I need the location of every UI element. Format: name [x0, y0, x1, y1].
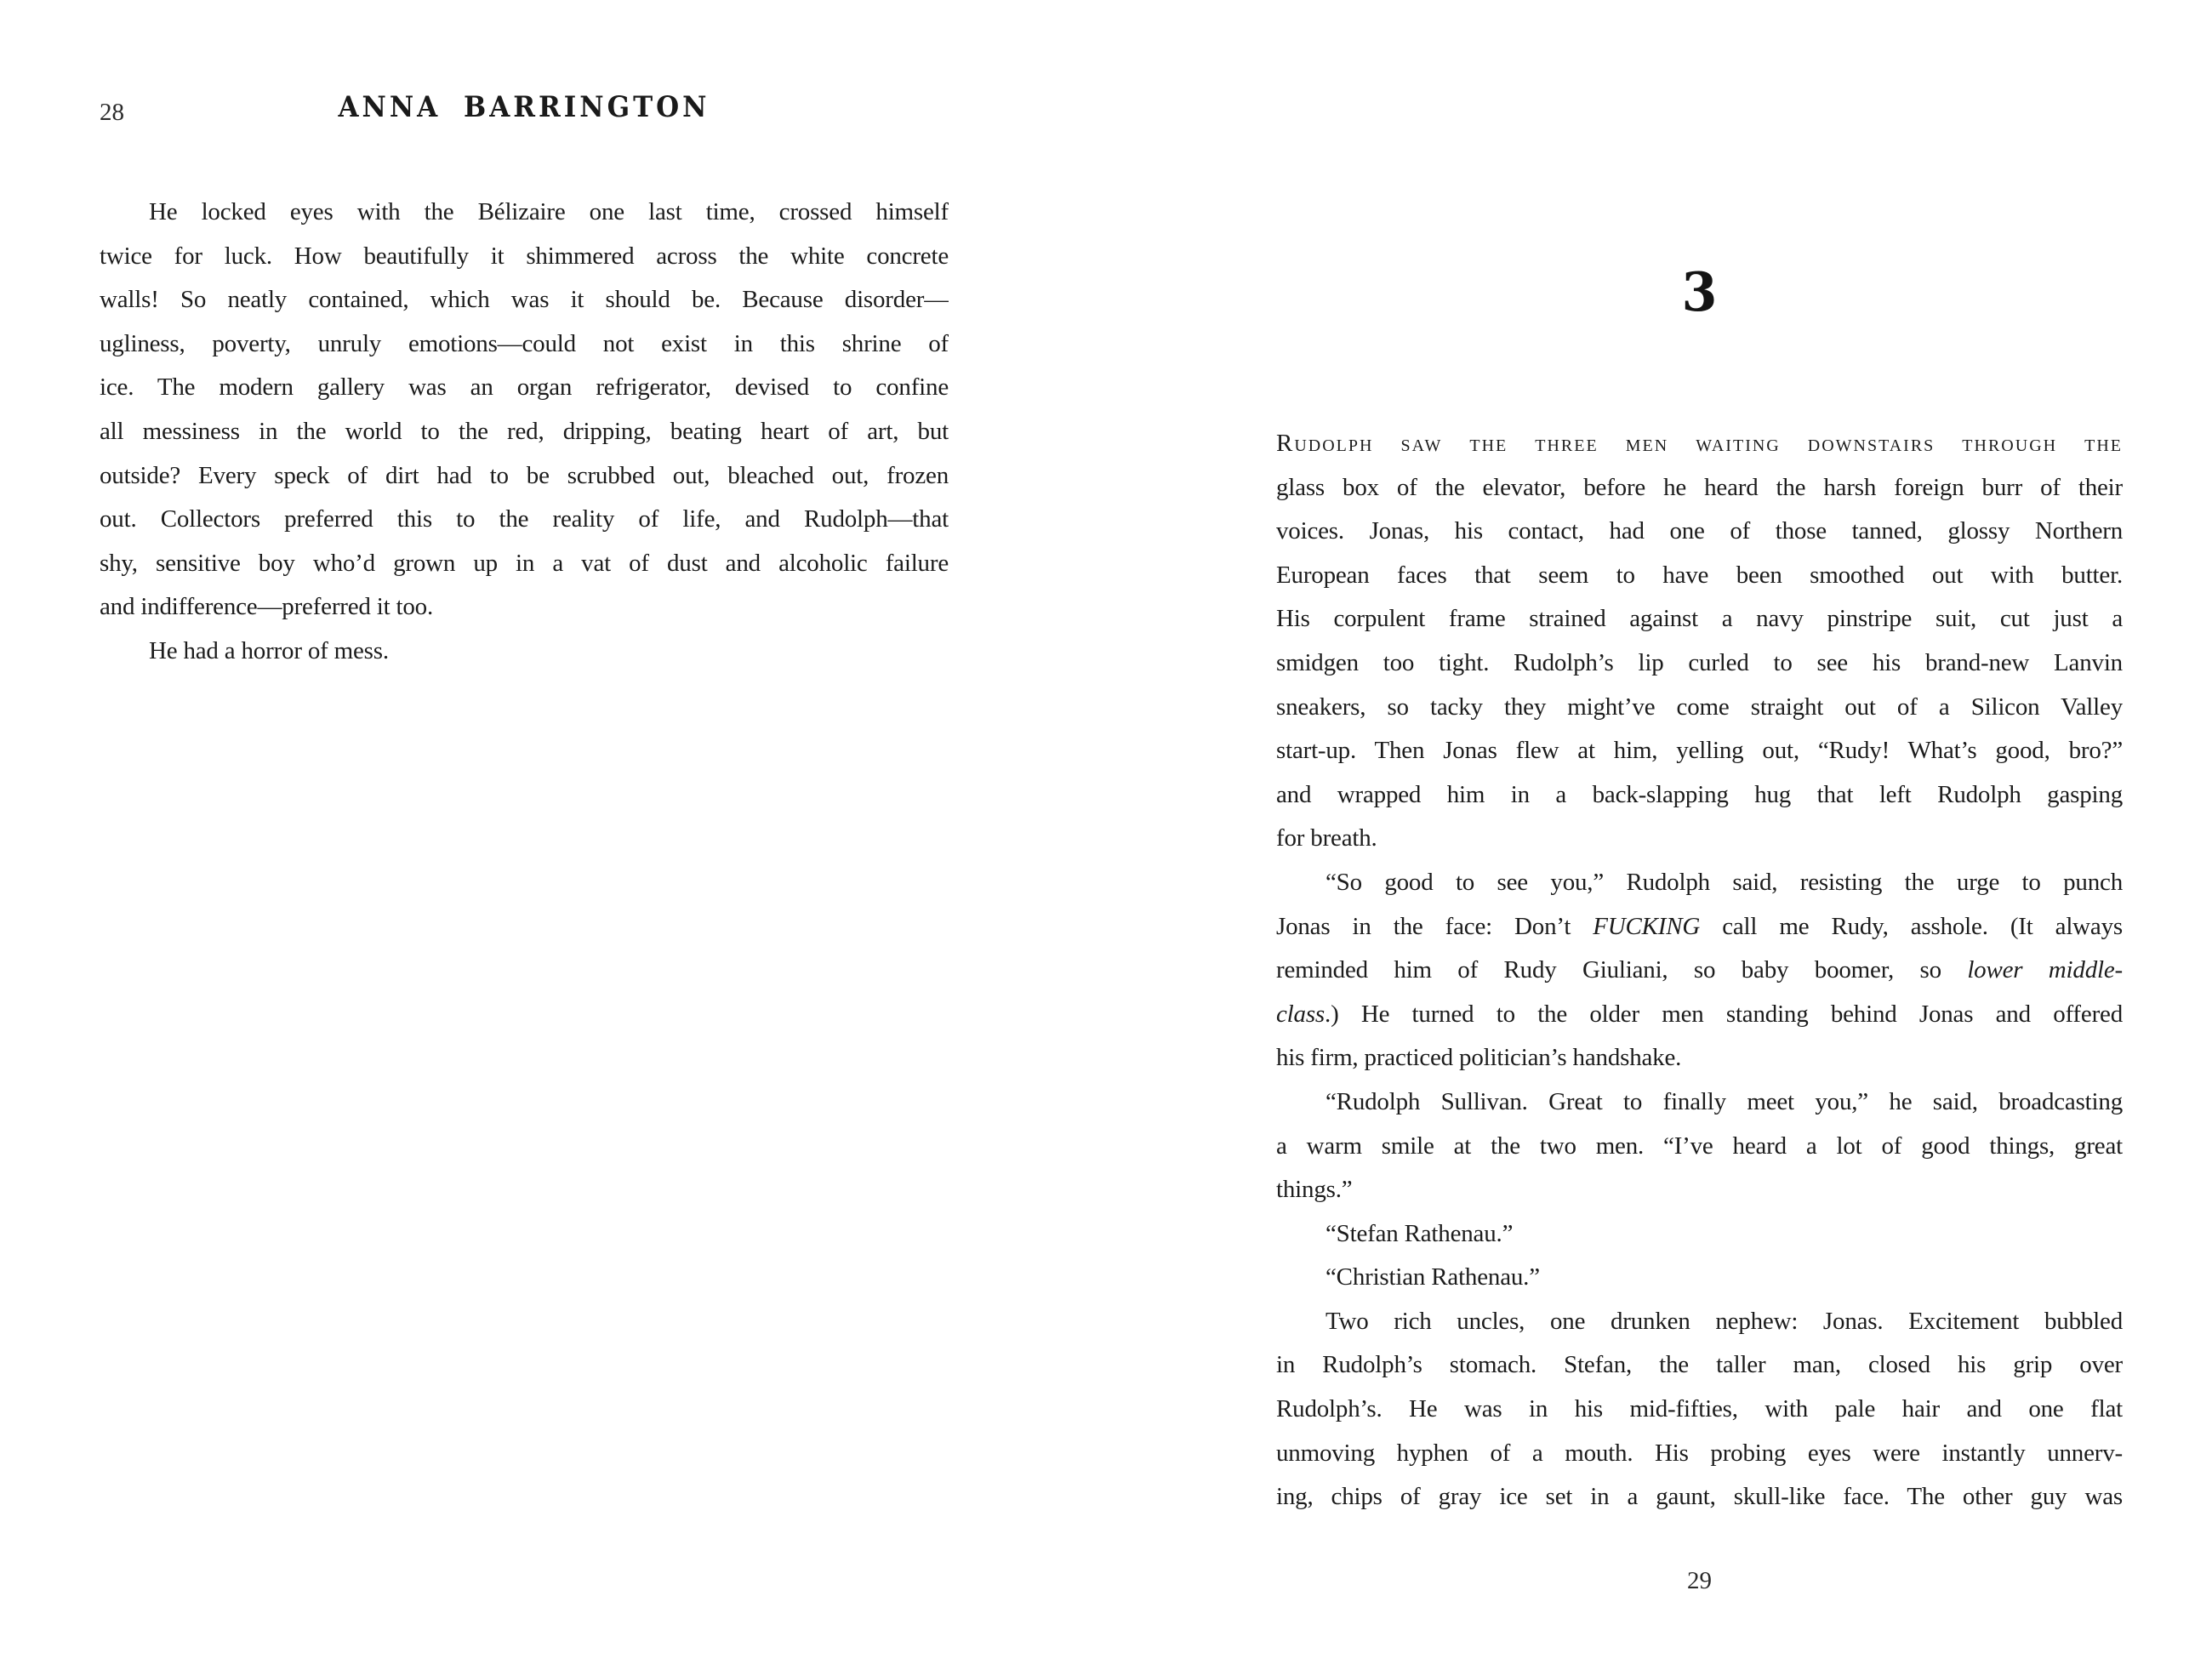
text-run: and wrapped him in a back-slapping hug that left Rudolph gasping: [1276, 780, 2123, 808]
text-run: for breath.: [1276, 824, 1377, 852]
running-head-author: ANNA BARRINGTON: [338, 90, 710, 124]
text-run: outside? Every speck of dirt had to be scrubbed out, bleached out, frozen: [100, 461, 949, 489]
text-run: call me Rudy, asshole. (It always: [1700, 912, 2123, 940]
text-line: [1276, 1168, 2123, 1212]
text-run: his firm, practiced politician’s handshake.: [1276, 1044, 1682, 1072]
text-line: [100, 278, 949, 322]
text-run: His corpulent frame strained against a navy pinstripe suit, cut just a: [1276, 605, 2123, 633]
text-run: glass box of the elevator, before he heard the harsh foreign burr of their: [1276, 473, 2123, 501]
text-run: He locked eyes with the Bélizaire one last time, crossed himself: [149, 198, 949, 225]
text-line: [1276, 1475, 2123, 1519]
text-run: .) He turned to the older men standing behind Jonas and offered: [1325, 1000, 2123, 1028]
text-line: [1276, 729, 2123, 773]
page-number-right: 29: [1687, 1567, 1712, 1594]
text-line: [1276, 1080, 2123, 1125]
text-run: Rudolph’s. He was in his mid-fifties, with pale hair and one flat: [1276, 1395, 2123, 1423]
text-line: [1276, 1388, 2123, 1432]
text-line: [1276, 466, 2123, 510]
text-run: European faces that seem to have been smoothed out with butter.: [1276, 561, 2123, 589]
text-run: “Rudolph Sullivan. Great to finally meet you,” he said, broadcasting: [1325, 1087, 2123, 1115]
text-run: unmoving hyphen of a mouth. His probing eyes were instantly unnerv-: [1276, 1439, 2123, 1467]
italic-run: class: [1276, 1000, 1325, 1028]
page-number-left: 28: [100, 99, 124, 126]
text-run: start-up. Then Jonas flew at him, yelling out, “Rudy! What’s good, bro?”: [1276, 737, 2123, 765]
italic-run: FUCKING: [1593, 912, 1701, 940]
text-line: [1276, 1212, 2123, 1257]
text-run: in Rudolph’s stomach. Stefan, the taller man, closed his grip over: [1276, 1351, 2123, 1379]
text-line: [1276, 597, 2123, 641]
text-run: Two rich uncles, one drunken nephew: Jonas. Excitement bubbled: [1325, 1307, 2123, 1335]
text-run: smidgen too tight. Rudolph’s lip curled to see his brand-new Lanvin: [1276, 648, 2123, 676]
text-run: shy, sensitive boy who’d grown up in a vat of dust and alcoholic failure: [100, 549, 949, 577]
text-line: [100, 498, 949, 542]
text-line: [1276, 641, 2123, 686]
text-line: [100, 585, 949, 630]
text-line: [100, 630, 949, 674]
chapter-number: 3: [1681, 261, 1718, 324]
text-line: [1276, 1300, 2123, 1344]
text-line: [1276, 554, 2123, 598]
italic-run: lower middle-: [1967, 956, 2123, 984]
text-line: [100, 410, 949, 454]
text-run: Jonas in the face: Don’t: [1276, 912, 1593, 940]
text-run: walls! So neatly contained, which was it should be. Because disorder—: [100, 286, 949, 314]
text-run: “So good to see you,” Rudolph said, resisting the urge to punch: [1325, 868, 2123, 896]
left-page-text: [100, 191, 949, 674]
text-line: [100, 454, 949, 499]
text-run: twice for luck. How beautifully it shimmered across the white concrete: [100, 242, 949, 270]
text-line: [1276, 1256, 2123, 1300]
text-line: [100, 235, 949, 279]
text-run: all messiness in the world to the red, dripping, beating heart of art, but: [100, 417, 949, 445]
text-run: “Christian Rathenau.”: [1325, 1263, 1540, 1291]
text-run: reminded him of Rudy Giuliani, so baby boomer, so: [1276, 956, 1968, 984]
text-run: things.”: [1276, 1176, 1353, 1204]
text-line: [1276, 1036, 2123, 1080]
text-line: [1276, 686, 2123, 730]
text-line: [1276, 949, 2123, 993]
text-run: He had a horror of mess.: [149, 636, 389, 664]
text-line: [1276, 422, 2123, 466]
text-line: [1276, 861, 2123, 905]
text-line: [1276, 1343, 2123, 1388]
text-run: ugliness, poverty, unruly emotions—could not exist in this shrine of: [100, 329, 949, 357]
small-caps-run: Rudolph saw the three men waiting downstairs through the: [1276, 430, 2123, 457]
text-run: out. Collectors preferred this to the reality of life, and Rudolph—that: [100, 505, 949, 533]
text-line: [1276, 905, 2123, 949]
text-run: voices. Jonas, his contact, had one of those tanned, glossy Northern: [1276, 517, 2123, 545]
text-run: “Stefan Rathenau.”: [1325, 1219, 1514, 1247]
text-line: [1276, 1432, 2123, 1476]
right-page-text: [1276, 422, 2123, 1519]
text-line: [100, 191, 949, 235]
text-line: [1276, 1125, 2123, 1169]
text-line: [100, 322, 949, 367]
text-line: [100, 366, 949, 410]
text-run: ice. The modern gallery was an organ refrigerator, devised to confine: [100, 373, 949, 402]
text-run: a warm smile at the two men. “I’ve heard a lot of good things, great: [1276, 1132, 2123, 1160]
text-line: [100, 542, 949, 586]
text-line: [1276, 993, 2123, 1037]
text-line: [1276, 773, 2123, 818]
text-run: ing, chips of gray ice set in a gaunt, skull-like face. The other guy was: [1276, 1483, 2123, 1511]
text-line: [1276, 510, 2123, 554]
text-run: sneakers, so tacky they might’ve come straight out of a Silicon Valley: [1276, 693, 2123, 721]
text-run: and indifference—preferred it too.: [100, 593, 434, 621]
text-line: [1276, 817, 2123, 861]
